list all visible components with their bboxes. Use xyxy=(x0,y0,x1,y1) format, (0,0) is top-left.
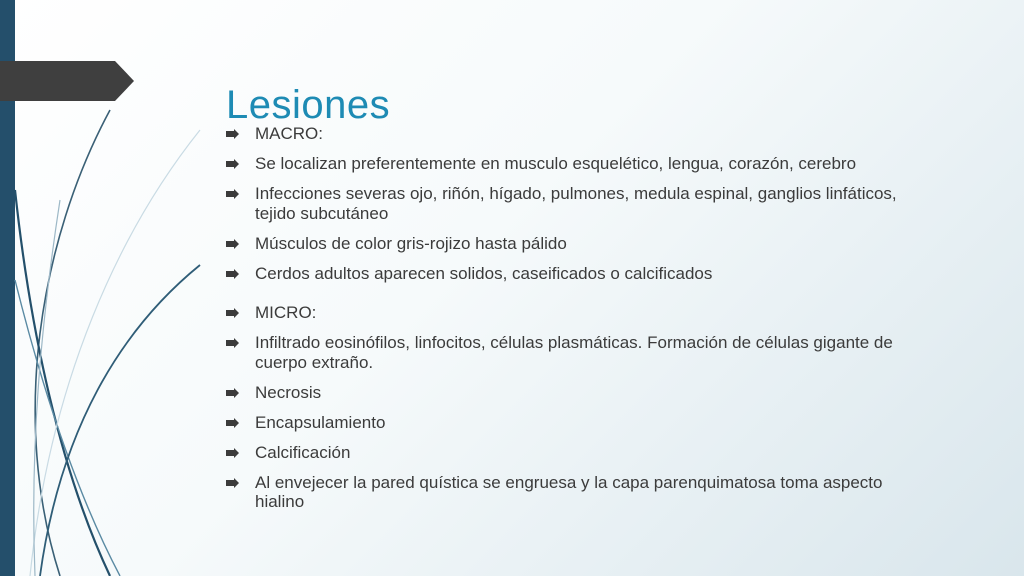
arrow-bullet-icon xyxy=(226,338,239,348)
bullet-item xyxy=(226,184,926,223)
bullet-text: Cerdos adultos aparecen solidos, caseificados o calcificados xyxy=(255,263,713,283)
bullet-item xyxy=(226,303,926,323)
slide-title: Lesiones xyxy=(226,82,391,127)
bullet-item xyxy=(226,443,926,463)
arrow-bullet-icon xyxy=(226,239,239,249)
bullet-list xyxy=(226,124,926,522)
bullet-item xyxy=(226,234,926,254)
arrow-bullet-icon xyxy=(226,159,239,169)
arrow-bullet-icon xyxy=(226,189,239,199)
bullet-text: Necrosis xyxy=(255,382,322,402)
arrow-bullet-icon xyxy=(226,269,239,279)
bullet-text: Al envejecer la pared quística se engruesa y la capa parenquimatosa toma aspecto hialino xyxy=(255,472,883,511)
arrow-bullet-icon xyxy=(226,308,239,318)
bullet-text: Se localizan preferentemente en musculo esquelético, lengua, corazón, cerebro xyxy=(255,154,857,173)
bullet-item xyxy=(226,333,926,372)
bullet-item xyxy=(226,383,926,403)
bullet-text: Calcificación xyxy=(255,442,351,462)
bullet-text: Infecciones severas ojo, riñón, hígado, pulmones, medula espinal, ganglios linfáticos, tejido subcutáneo xyxy=(255,184,897,223)
arrow-bullet-icon xyxy=(226,129,239,139)
arrow-bullet-icon xyxy=(226,448,239,458)
arrow-bullet-icon xyxy=(226,478,239,488)
bullet-text: MACRO: xyxy=(255,124,323,143)
bullet-item xyxy=(226,473,926,512)
bullet-item xyxy=(226,124,926,144)
bullet-item xyxy=(226,264,926,284)
title-arrow-shape xyxy=(0,0,140,110)
bullet-text: MICRO: xyxy=(255,303,317,322)
bullet-item xyxy=(226,154,926,174)
bullet-text: Encapsulamiento xyxy=(255,412,386,432)
arrow-bullet-icon xyxy=(226,388,239,398)
bullet-text: Infiltrado eosinófilos, linfocitos, células plasmáticas. Formación de células gigante de cuerpo extraño. xyxy=(255,333,893,372)
bullet-text: Músculos de color gris-rojizo hasta pálido xyxy=(255,233,567,253)
bullet-item xyxy=(226,413,926,433)
arrow-bullet-icon xyxy=(226,418,239,428)
